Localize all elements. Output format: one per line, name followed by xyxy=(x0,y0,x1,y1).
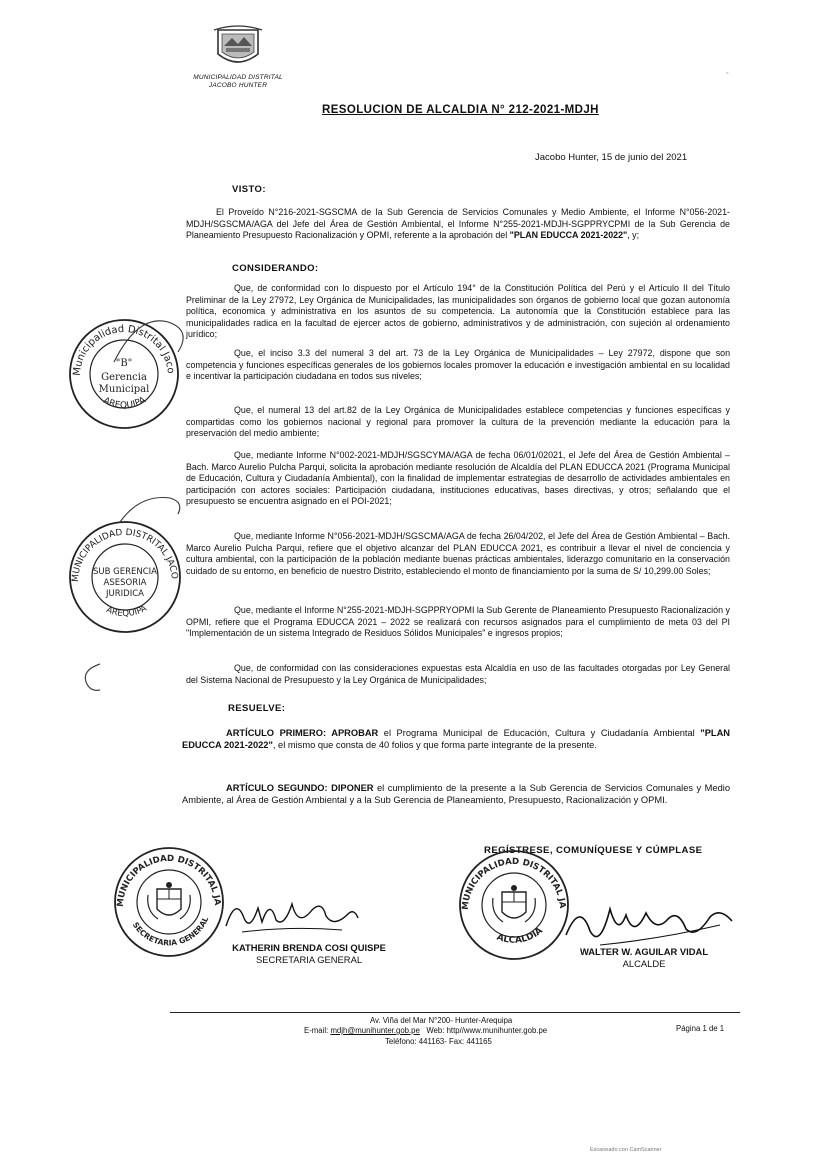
municipal-logo xyxy=(212,24,264,72)
scan-watermark: Escaneado con CamScanner xyxy=(590,1147,662,1153)
asesoria-stamp-line1: SUB GERENCIA xyxy=(93,567,157,577)
gerencia-stamp-line2: Municipal xyxy=(98,384,150,395)
considerando-paragraph-5: Que, mediante Informe N°056-2021-MDJH/SGSCMA/AGA de fecha 26/04/202, el Jefe del Área de Gestión Ambiental – Bach. Marco Aurelio Pulcha Parqui, refiere que el objetivo alcanzar del PLAN EDUCCA 2021, es contribuir a llevar el nivel de conciencia y cultura ambiental, con la participación de la población mediante buenas prácticas ambientales, liderazgo comunitario en la conservación cuidado de su entorno, en beneficio de nuestro Distrito, estableciendo el monto de financiamiento por la suma de S/ 10,299.00 Soles; xyxy=(186,531,730,576)
considerando-heading: CONSIDERANDO: xyxy=(232,263,319,274)
closing-formula: REGÍSTRESE, COMUNÍQUESE Y CÚMPLASE xyxy=(484,845,703,856)
mayor-title: ALCALDE xyxy=(622,958,666,969)
asesoria-stamp-bottom-text: AREQUIPA xyxy=(104,603,149,620)
secretary-title: SECRETARIA GENERAL xyxy=(255,954,363,965)
considerando-paragraph-2: Que, el inciso 3.3 del numeral 3 del art. 73 de la Ley Orgánica de Municipalidades – Ley 27972, dispone que son competencia y funciones específicas generales de los gobiernos locales promover la educación e investigación ambiental en su localidad e incentivar la participación ciudadana en todos sus niveles; xyxy=(186,348,730,382)
footer-contact xyxy=(304,1026,547,1036)
articulo-primero-text: el Programa Municipal de Educación, Cultura y Ciudadanía Ambiental xyxy=(378,728,701,738)
resolution-title: RESOLUCION DE ALCALDIA N° 212-2021-MDJH xyxy=(322,104,599,116)
mayor-name: WALTER W. AGUILAR VIDAL xyxy=(579,946,709,957)
alcaldia-stamp-ring-text: MUNICIPALIDAD DISTRITAL JACOBO HUNTER xyxy=(453,841,568,911)
visto-plan-name: "PLAN EDUCCA 2021-2022" xyxy=(509,230,628,241)
svg-text:AREQUIPA xyxy=(105,604,149,620)
secretaria-stamp-bottom-text: SECRETARIA GENERAL xyxy=(130,915,211,948)
footer-email-label: E-mail: xyxy=(304,1026,331,1035)
footer-address: Av. Viña del Mar N°200- Hunter-Arequipa xyxy=(370,1016,513,1025)
footer-phone: Teléfono: 441163- Fax: 441165 xyxy=(385,1037,492,1046)
considerando-paragraph-7: Que, de conformidad con las consideraciones expuestas esta Alcaldía en uso de las facultades otorgadas por Ley General del Sistema Nacional de Presupuesto y la Ley Orgánica de Municipalidades; xyxy=(186,663,730,685)
gerencia-stamp-line1: Gerencia xyxy=(101,372,147,383)
visa-scribble-3 xyxy=(80,660,104,696)
articulo-primero xyxy=(182,727,730,751)
articulo-primero-plan-name: "PLAN EDUCCA 2021-2022" xyxy=(182,728,730,750)
municipality-name xyxy=(168,74,308,90)
visto-text: El Proveído N°216-2021-SGSCMA de la Sub Gerencia de Servicios Comunales y Medio Ambiente, el Informe N°056-2021-MDJH/SGSCMA/AGA del Jefe del Área de Gestión Ambiental, el Informe N°255-2021-MDJH-SGPPRYCPMI de la Sub Gerencia de Planeamiento Presupuesto Racionalización y OPMI, referente a la aprobación del xyxy=(186,207,730,241)
secretaria-stamp-ring-text: MUNICIPALIDAD DISTRITAL JACOBO HUNTER xyxy=(108,838,223,908)
footer-web[interactable]: Web: http//www.munihunter.gob.pe xyxy=(426,1026,548,1035)
gerencia-stamp-letter: "B" xyxy=(115,358,133,369)
coat-of-arms-icon xyxy=(148,882,191,919)
corner-mark: ◦ xyxy=(726,70,729,77)
asesoria-stamp-line3: JURIDICA xyxy=(106,589,144,599)
articulo-segundo-text: el cumplimiento de la presente a la Sub Gerencia de Servicios Comunales y Medio Ambiente, al Área de Gestión Ambiental y a la Sub Gerencia de Planeamiento, Presupuesto, Racionalización y OPMI. xyxy=(182,783,730,805)
visto-paragraph xyxy=(186,207,730,242)
secretary-signature-block xyxy=(224,942,394,966)
asesoria-stamp-ring-text: MUNICIPALIDAD DISTRITAL JACOBO HUNTER xyxy=(62,511,179,583)
coat-of-arms-icon xyxy=(493,885,536,922)
visa-scribble-1 xyxy=(108,312,198,372)
resolution-date: Jacobo Hunter, 15 de junio del 2021 xyxy=(535,152,688,163)
asesoria-stamp-line2: ASESORIA xyxy=(103,578,147,588)
secretary-signature xyxy=(222,888,362,940)
page-number: Página 1 de 1 xyxy=(676,1024,725,1033)
considerando-paragraph-3: Que, el numeral 13 del art.82 de la Ley Orgánica de Municipalidades establece competencias y funciones específicas y compartidas como los gobiernos nacional y regional para promover la cultura de la prevención mediante la educación para la preservación del medio ambiente; xyxy=(186,405,730,439)
articulo-primero-label: ARTÍCULO PRIMERO: APROBAR xyxy=(226,728,379,738)
visa-scribble-2 xyxy=(110,490,190,530)
municipality-name-line2: JACOBO HUNTER xyxy=(208,82,268,89)
resuelve-heading: RESUELVE: xyxy=(228,703,286,714)
gerencia-stamp-ring-text: Municipalidad Distrital Jacobo Hunter xyxy=(60,306,176,377)
visto-heading: VISTO: xyxy=(232,184,266,195)
municipality-name-line1: MUNICIPALIDAD DISTRITAL xyxy=(193,74,283,81)
visto-text-end: , y; xyxy=(627,230,640,241)
articulo-segundo xyxy=(182,782,730,806)
footer-email-link[interactable]: mdjh@munihunter.gob.pe xyxy=(330,1026,420,1035)
articulo-segundo-label: ARTÍCULO SEGUNDO: DIPONER xyxy=(226,783,374,793)
footer-divider xyxy=(170,1012,740,1013)
considerando-paragraph-4: Que, mediante Informe N°002-2021-MDJH/SGSCYMA/AGA de fecha 06/01/02021, el Jefe del Área de Gestión Ambiental – Bach. Marco Aurelio Pulcha Parqui, solicita la aprobación mediante resolución de Alcaldía del PLAN EDUCCA 2021 (Programa Municipal de Educación, Cultura y Ciudadanía Ambiental), con la finalidad de implementar estrategias de desarrollo de actividades ambientales en participación con actores sociales: Participación ciudadana, instituciones educativas, bases directivas, y otros; señalando que el presupuesto se encuentra asignado en el POI-2021; xyxy=(186,450,730,507)
mayor-signature-block xyxy=(564,946,724,970)
svg-text:AREQUIPA xyxy=(101,395,148,411)
considerando-paragraph-6: Que, mediante el Informe N°255-2021-MDJH-SGPPRYOPMI la Sub Gerente de Planeamiento Presupuesto Racionalización y OPMI, refiere que el Programa EDUCCA 2021 – 2022 se realizará con recursos asignados para el cumplimiento de meta 03 del PI "Implementación de un sistema Integrado de Residuos Sólidos Municipales" e ingresos propios; xyxy=(186,605,730,639)
alcaldia-stamp-bottom-text: ALCALDIA xyxy=(495,925,545,946)
svg-text:ALCALDIA xyxy=(495,926,545,946)
asesoria-juridica-stamp xyxy=(62,511,184,636)
alcaldia-stamp xyxy=(453,841,571,962)
secretary-name: KATHERIN BRENDA COSI QUISPE xyxy=(232,942,386,953)
secretaria-general-stamp xyxy=(108,838,226,959)
considerando-paragraph-1: Que, de conformidad con lo dispuesto por el Artículo 194° de la Constitución Política del Perú y el Artículo II del Título Preliminar de la Ley 27972, Ley Orgánica de Municipalidades, las municipalidades son órganos de gobierno local que gozan autonomía política, economica y administrativa en los asuntos de su competencia. La autonomía que la Constitución establece para las municipalidades radica en la facultad de ejercer actos de gobierno, administrativos y de administración, con sujeción al ordenamiento jurídico; xyxy=(186,283,730,340)
articulo-primero-text-end: , el mismo que consta de 40 folios y que forma parte integrante de la presente. xyxy=(272,740,597,750)
gerencia-stamp-bottom-text: AREQUIPA xyxy=(101,395,148,412)
